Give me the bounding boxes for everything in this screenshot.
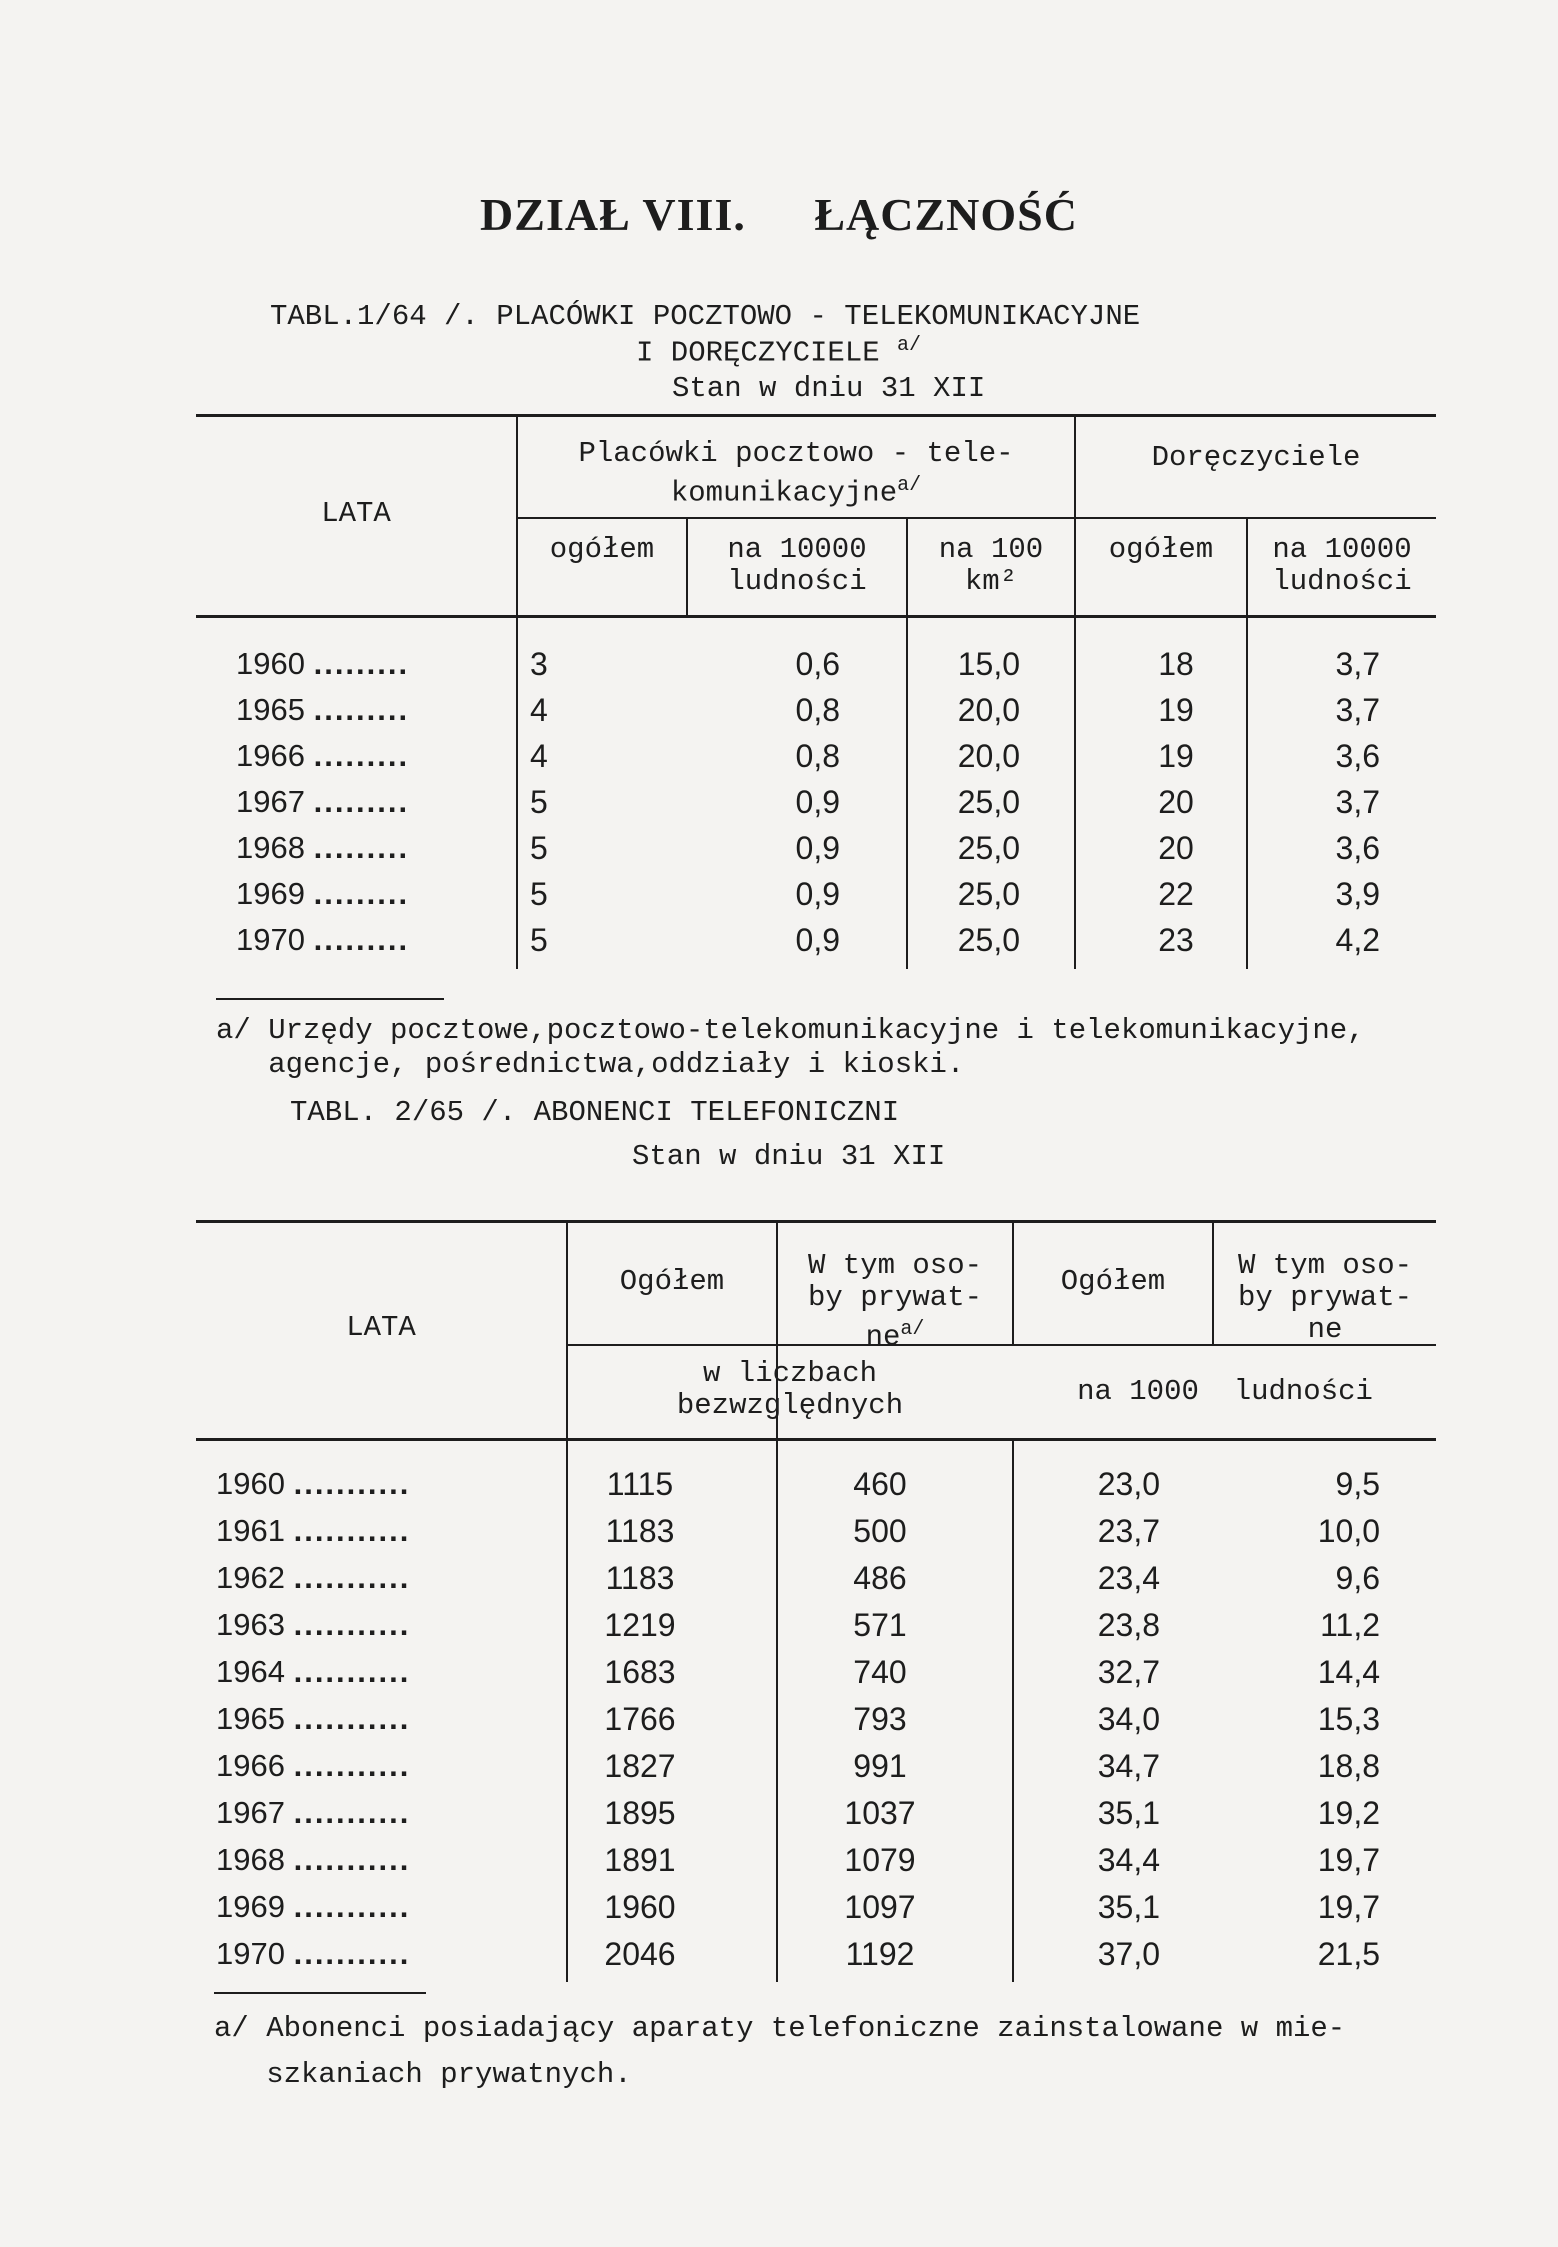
table2-header-wtym-2: W tym oso- by prywat- ne (1237, 1249, 1413, 1346)
cell-value: 19,7 (1317, 1842, 1380, 1878)
cell-value: 21,5 (1317, 1936, 1380, 1972)
table1-header-placowki-footnote-mark: a/ (897, 474, 922, 497)
year-value: 1965 (236, 692, 305, 727)
year-label (216, 1466, 410, 1502)
cell-value: 793 (853, 1701, 907, 1737)
cell-value: 1097 (844, 1889, 916, 1925)
table2-header-wtym-1-text: W tym oso- by prywat- ne (807, 1249, 983, 1354)
year-value: 1969 (216, 1889, 285, 1924)
cell-value: 3,6 (1335, 738, 1380, 774)
table2-vline-3b (1012, 1438, 1014, 1982)
table2-caption: TABL. 2/65 /. ABONENCI TELEFONICZNI (290, 1096, 900, 1129)
table2-footnote-rule (214, 1992, 426, 1994)
cell-value: 0,8 (795, 738, 840, 774)
year-label (236, 876, 409, 912)
leader-dots: ........... (293, 1795, 411, 1830)
year-value: 1970 (216, 1936, 285, 1971)
cell-value: 3,7 (1335, 646, 1380, 682)
table1-top-rule (196, 414, 1436, 417)
cell-value: 19 (1158, 692, 1194, 728)
year-label (216, 1889, 410, 1925)
cell-value: 23,8 (1097, 1607, 1160, 1643)
cell-value: 32,7 (1097, 1654, 1160, 1690)
leader-dots: ......... (313, 692, 410, 727)
year-value: 1969 (236, 876, 305, 911)
cell-value: 0,6 (795, 646, 840, 682)
cell-value: 500 (853, 1513, 907, 1549)
year-label (216, 1607, 410, 1643)
table1-caption-text: I DORĘCZYCIELE (636, 336, 880, 370)
leader-dots: ........... (293, 1748, 411, 1783)
year-label (236, 784, 409, 820)
cell-value: 34,7 (1097, 1748, 1160, 1784)
cell-value: 19 (1158, 738, 1194, 774)
cell-value: 20,0 (957, 738, 1020, 774)
table1-header-na10000-1: na 10000 ludności (727, 533, 867, 598)
cell-value: 486 (853, 1560, 907, 1596)
cell-value: 34,0 (1097, 1701, 1160, 1737)
table2-top-rule (196, 1220, 1436, 1223)
cell-value: 0,9 (795, 922, 840, 958)
year-label (216, 1842, 410, 1878)
cell-value: 35,1 (1097, 1889, 1160, 1925)
table2-footnote-line2: szkaniach prywatnych. (214, 2058, 632, 2091)
table2-header-ogolem-1: Ogółem (619, 1265, 725, 1298)
leader-dots: ........... (293, 1466, 411, 1501)
cell-value: 9,6 (1335, 1560, 1380, 1596)
cell-value: 15,3 (1317, 1701, 1380, 1737)
cell-value: 1219 (604, 1607, 676, 1643)
year-value: 1967 (216, 1795, 285, 1830)
year-value: 1963 (216, 1607, 285, 1642)
year-label (216, 1701, 410, 1737)
cell-value: 23,4 (1097, 1560, 1160, 1596)
cell-value: 1079 (844, 1842, 916, 1878)
cell-value: 571 (853, 1607, 907, 1643)
year-label (216, 1795, 410, 1831)
leader-dots: ......... (313, 738, 410, 773)
leader-dots: ......... (313, 876, 410, 911)
table2-header-na1000: na 1000 ludności (1077, 1375, 1373, 1408)
year-value: 1961 (216, 1513, 285, 1548)
table1-date: Stan w dniu 31 XII (672, 372, 986, 405)
cell-value: 1891 (604, 1842, 676, 1878)
table2-header-ogolem-2: Ogółem (1060, 1265, 1166, 1298)
table1-footnote-line1: a/ Urzędy pocztowe,pocztowo-telekomunikacyjne i telekomunikacyjne, (216, 1014, 1365, 1047)
cell-value: 0,9 (795, 876, 840, 912)
year-label (216, 1936, 410, 1972)
cell-value: 20 (1158, 830, 1194, 866)
cell-value: 23,7 (1097, 1513, 1160, 1549)
cell-value: 10,0 (1317, 1513, 1380, 1549)
cell-value: 991 (853, 1748, 907, 1784)
cell-value: 11,2 (1320, 1607, 1380, 1643)
year-label (216, 1654, 410, 1690)
cell-value: 5 (530, 876, 548, 912)
year-value: 1960 (236, 646, 305, 681)
leader-dots: ......... (313, 784, 410, 819)
table1-caption-line2 (636, 334, 921, 370)
cell-value: 5 (530, 784, 548, 820)
cell-value: 0,9 (795, 830, 840, 866)
table2-date: Stan w dniu 31 XII (632, 1140, 946, 1173)
cell-value: 3,7 (1335, 784, 1380, 820)
cell-value: 4 (530, 738, 548, 774)
cell-value: 1115 (606, 1466, 674, 1502)
year-label (236, 738, 409, 774)
cell-value: 4,2 (1335, 922, 1380, 958)
cell-value: 14,4 (1317, 1654, 1380, 1690)
cell-value: 1827 (604, 1748, 676, 1784)
cell-value: 3,9 (1335, 876, 1380, 912)
cell-value: 20,0 (957, 692, 1020, 728)
cell-value: 37,0 (1097, 1936, 1160, 1972)
section-number: DZIAŁ VIII. (480, 189, 746, 240)
cell-value: 25,0 (957, 830, 1020, 866)
table1-header-lata: LATA (321, 497, 391, 530)
cell-value: 1683 (604, 1654, 676, 1690)
cell-value: 25,0 (957, 876, 1020, 912)
cell-value: 3,7 (1335, 692, 1380, 728)
year-value: 1965 (216, 1701, 285, 1736)
cell-value: 0,9 (795, 784, 840, 820)
table2-header-lata: LATA (346, 1311, 416, 1344)
table1-footnote-rule (216, 998, 444, 1000)
cell-value: 23 (1158, 922, 1194, 958)
cell-value: 1766 (604, 1701, 676, 1737)
cell-value: 25,0 (957, 784, 1020, 820)
table1-header-placowki (518, 438, 1074, 510)
year-label (236, 646, 409, 682)
table1-header-na10000-2: na 10000 ludności (1272, 533, 1412, 598)
cell-value: 34,4 (1097, 1842, 1160, 1878)
table1-header-ogolem-2: ogółem (1108, 533, 1214, 566)
leader-dots: ........... (293, 1560, 411, 1595)
cell-value: 3,6 (1335, 830, 1380, 866)
year-value: 1968 (216, 1842, 285, 1877)
year-value: 1960 (216, 1466, 285, 1501)
cell-value: 15,0 (957, 646, 1020, 682)
cell-value: 1960 (604, 1889, 676, 1925)
year-label (216, 1748, 410, 1784)
table1-group-rule (516, 517, 1436, 519)
page-title (0, 188, 1558, 241)
cell-value: 23,0 (1097, 1466, 1160, 1502)
year-value: 1966 (236, 738, 305, 773)
year-value: 1968 (236, 830, 305, 865)
table2-header-bezwzgledne: w liczbach bezwzględnych (676, 1357, 904, 1422)
cell-value: 460 (853, 1466, 907, 1502)
table1-header-na100km: na 100 km² (938, 533, 1044, 598)
year-label (216, 1560, 410, 1596)
leader-dots: ........... (293, 1513, 411, 1548)
cell-value: 1183 (605, 1560, 675, 1596)
leader-dots: ......... (313, 830, 410, 865)
cell-value: 25,0 (957, 922, 1020, 958)
year-value: 1962 (216, 1560, 285, 1595)
cell-value: 740 (853, 1654, 907, 1690)
leader-dots: ........... (293, 1842, 411, 1877)
table1-vline-4 (1074, 414, 1076, 969)
year-value: 1967 (236, 784, 305, 819)
table1-header-rule (196, 615, 1436, 618)
year-label (236, 830, 409, 866)
leader-dots: ........... (293, 1936, 411, 1971)
cell-value: 19,7 (1317, 1889, 1380, 1925)
table1-header-doreczyciele: Doręczyciele (1151, 441, 1361, 474)
leader-dots: ......... (313, 646, 410, 681)
year-value: 1964 (216, 1654, 285, 1689)
leader-dots: ........... (293, 1889, 411, 1924)
leader-dots: ........... (293, 1654, 411, 1689)
year-label (236, 692, 409, 728)
table1-header-ogolem-1: ogółem (549, 533, 655, 566)
cell-value: 18,8 (1317, 1748, 1380, 1784)
cell-value: 1192 (845, 1936, 915, 1972)
leader-dots: ........... (293, 1701, 411, 1736)
cell-value: 1037 (844, 1795, 916, 1831)
table1-caption-footnote-mark: a/ (897, 334, 922, 357)
cell-value: 3 (530, 646, 548, 682)
cell-value: 1183 (605, 1513, 675, 1549)
cell-value: 20 (1158, 784, 1194, 820)
cell-value: 18 (1158, 646, 1194, 682)
cell-value: 9,5 (1335, 1466, 1380, 1502)
cell-value: 0,8 (795, 692, 840, 728)
year-label (236, 922, 409, 958)
table1-caption: TABL.1/64 /. PLACÓWKI POCZTOWO - TELEKOMUNIKACYJNE (270, 300, 1141, 333)
cell-value: 35,1 (1097, 1795, 1160, 1831)
year-value: 1966 (216, 1748, 285, 1783)
cell-value: 5 (530, 922, 548, 958)
leader-dots: ......... (313, 922, 410, 957)
year-label (216, 1513, 410, 1549)
table1-footnote-line2: agencje, pośrednictwa,oddziały i kioski. (216, 1048, 965, 1081)
table2-header-wtym-1 (778, 1250, 1012, 1354)
cell-value: 19,2 (1317, 1795, 1380, 1831)
cell-value: 2046 (604, 1936, 676, 1972)
table2-vline-1 (566, 1222, 568, 1982)
table2-header-rule (196, 1438, 1436, 1441)
cell-value: 22 (1158, 876, 1194, 912)
section-name: ŁĄCZNOŚĆ (814, 189, 1078, 240)
cell-value: 5 (530, 830, 548, 866)
table1-header-placowki-text: Placówki pocztowo - tele- komunikacyjne (578, 437, 1014, 510)
leader-dots: ........... (293, 1607, 411, 1642)
year-value: 1970 (236, 922, 305, 957)
cell-value: 4 (530, 692, 548, 728)
table2-header-wtym-1-footnote-mark: a/ (900, 1318, 925, 1341)
table2-footnote-line1: a/ Abonenci posiadający aparaty telefoniczne zainstalowane w mie- (214, 2012, 1346, 2045)
cell-value: 1895 (604, 1795, 676, 1831)
